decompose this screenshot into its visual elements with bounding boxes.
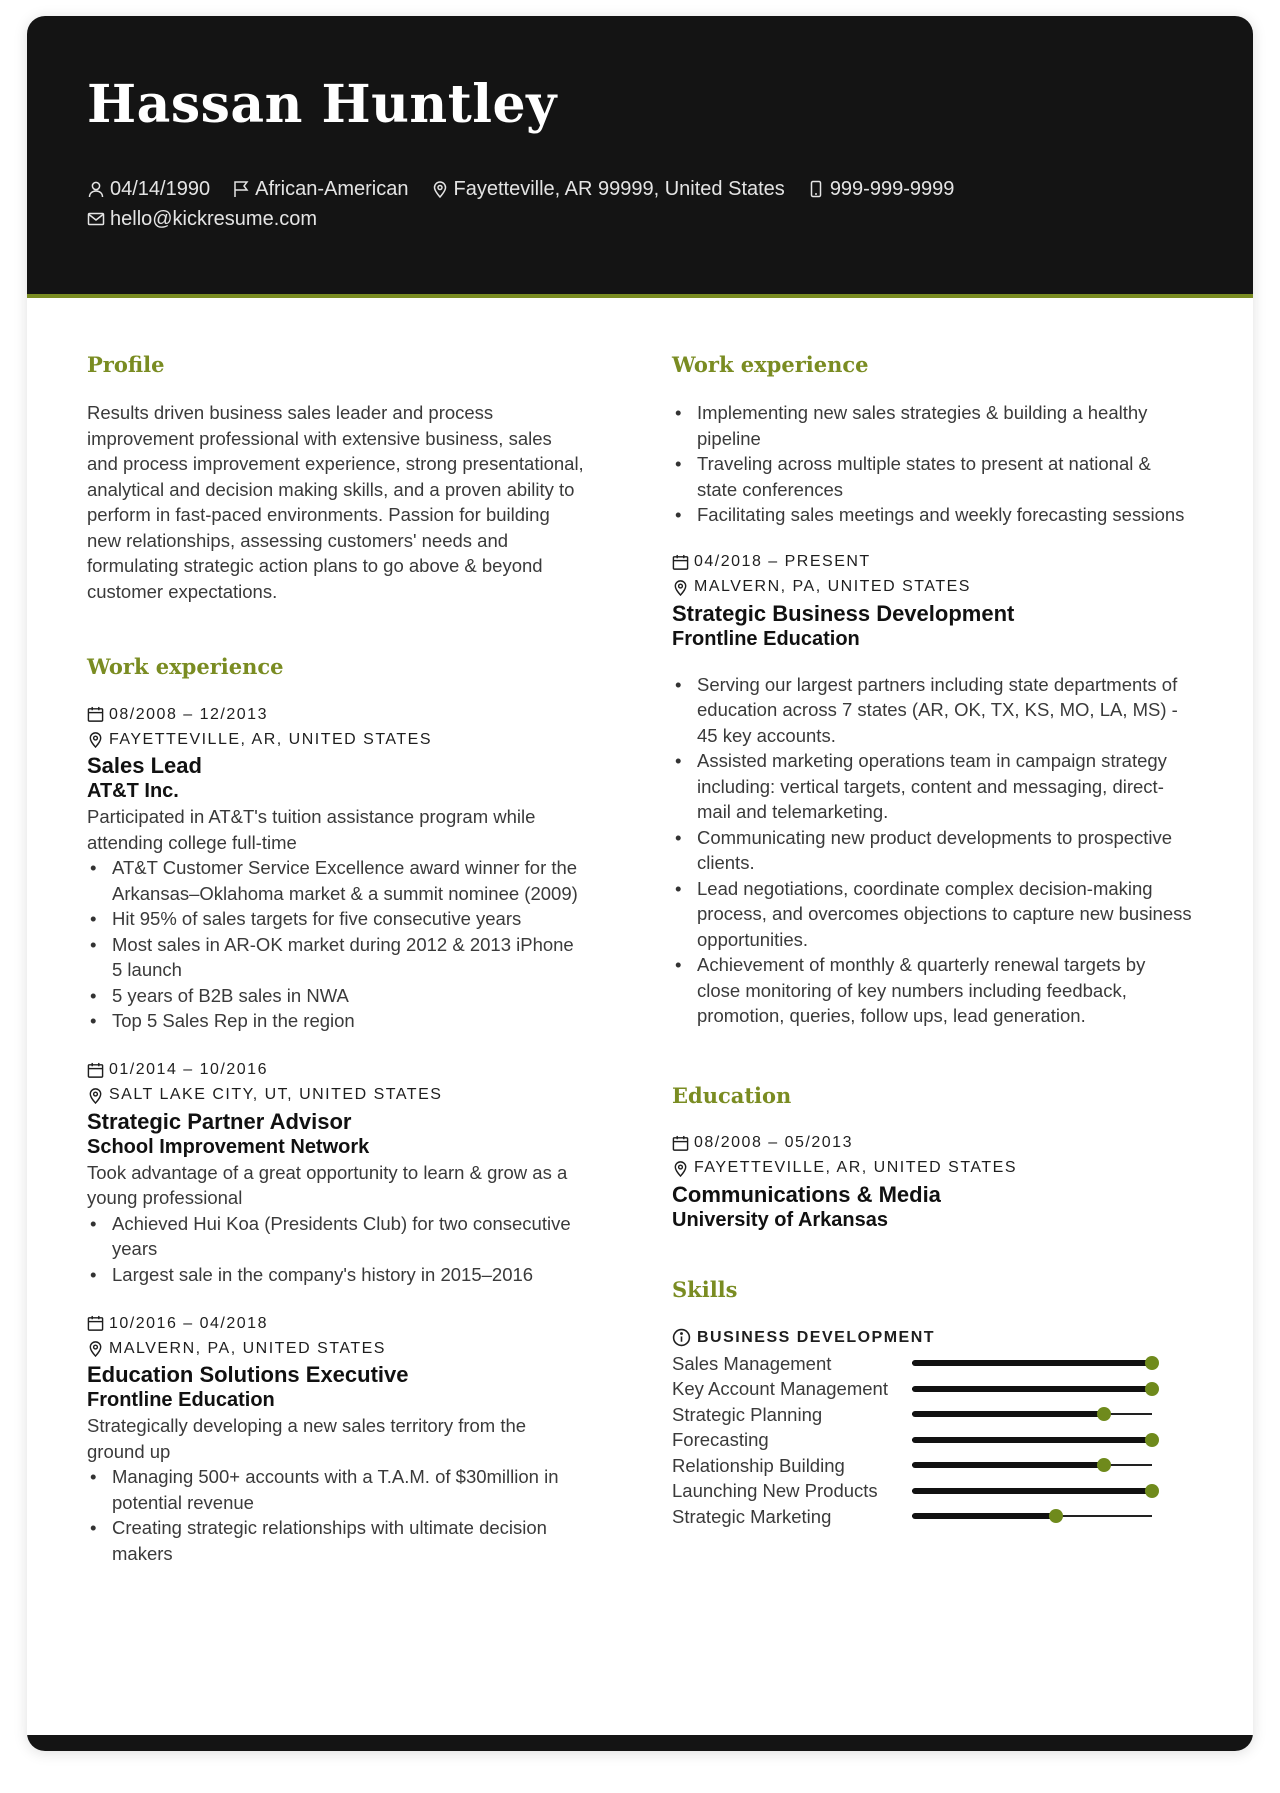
bullet-item: • Traveling across multiple states to present at national & state conferences — [672, 451, 1192, 502]
bullet-item: • Assisted marketing operations team in campaign strategy including: vertical targets, content and messaging, direct-mail and telemarketing. — [672, 748, 1192, 825]
location-pin-icon — [87, 1340, 104, 1357]
calendar-icon — [87, 1315, 104, 1332]
resume-header — [27, 16, 1253, 298]
skill-bar — [912, 1464, 1152, 1466]
skill-fill — [912, 1488, 1152, 1494]
skill-level-dot — [1097, 1407, 1111, 1421]
skill-name: Forecasting — [672, 1429, 769, 1450]
skills-list — [672, 1351, 1192, 1530]
birthdate-text: 04/14/1990 — [110, 177, 211, 200]
bullet-item: • Creating strategic relationships with ultimate decision makers — [87, 1515, 587, 1566]
location-pin-icon — [431, 180, 449, 198]
info-icon — [672, 1328, 691, 1347]
skill-name: Strategic Planning — [672, 1403, 823, 1425]
skill-level-dot — [1145, 1433, 1159, 1447]
calendar-icon — [87, 706, 104, 723]
profile-heading: Profile — [87, 352, 165, 377]
job-role: Sales Lead — [87, 753, 202, 778]
calendar-icon — [672, 554, 689, 571]
calendar-icon — [672, 1135, 689, 1152]
bullet-item: • Hit 95% of sales targets for five consecutive years — [87, 906, 587, 932]
left-column — [87, 352, 587, 1590]
skill-bar — [912, 1515, 1152, 1517]
skill-fill — [912, 1462, 1104, 1468]
skill-bar — [912, 1362, 1152, 1364]
work-experience-heading: Work experience — [672, 352, 869, 377]
job-bullets — [672, 672, 1192, 1029]
skill-fill — [912, 1360, 1152, 1366]
job-description: Took advantage of a great opportunity to learn & grow as a young professional — [87, 1161, 568, 1208]
job-bullets — [87, 1211, 587, 1288]
job-description: Participated in AT&T's tuition assistance program while attending college full-time — [87, 806, 536, 853]
skill-bar — [912, 1439, 1152, 1441]
job-role: Education Solutions Executive — [87, 1362, 409, 1387]
address-item — [431, 178, 785, 201]
profile-text: Results driven business sales leader and process improvement professional with extensive business, sales and process improvement experience, strong presentational, analytical and decision making skills, and a proven ability to perform in fast-paced environments. Passion for building new relationships, assessing customers' needs and formulating strategic action plans to go above & beyond customer expectations. — [87, 402, 584, 602]
job-location: MALVERN, PA, UNITED STATES — [694, 578, 971, 595]
phone-item — [807, 178, 955, 201]
bullet-item: • Top 5 Sales Rep in the region — [87, 1008, 587, 1034]
education-entry — [672, 1131, 1192, 1233]
bullet-item: • AT&T Customer Service Excellence award winner for the Arkansas–Oklahoma market & a summit nominee (2009) — [87, 855, 587, 906]
skill-row — [672, 1402, 1152, 1428]
education-school: University of Arkansas — [672, 1208, 889, 1231]
job-company: AT&T Inc. — [87, 780, 179, 802]
candidate-name: Hassan Huntley — [87, 74, 557, 135]
job-bullets — [87, 855, 587, 1034]
nationality-item — [232, 178, 408, 201]
job-entry — [87, 702, 587, 1034]
continued-bullets — [672, 400, 1192, 528]
job-dates: 08/2008 – 12/2013 — [109, 705, 268, 723]
job-role: Strategic Partner Advisor — [87, 1108, 352, 1134]
location-pin-icon — [672, 1160, 689, 1177]
skill-name: Strategic Marketing — [672, 1505, 832, 1527]
footer-bar — [27, 1735, 1253, 1751]
skill-level-dot — [1145, 1356, 1159, 1370]
skill-bar — [912, 1413, 1152, 1415]
skill-level-dot — [1049, 1509, 1063, 1523]
skill-row — [672, 1351, 1152, 1377]
skill-row — [672, 1504, 1152, 1530]
bullet-item: • Communicating new product developments to prospective clients. — [672, 825, 1192, 876]
skill-fill — [912, 1513, 1056, 1519]
skills-category-label: BUSINESS DEVELOPMENT — [697, 1328, 936, 1346]
location-pin-icon — [87, 731, 104, 748]
nationality-text: African-American — [255, 177, 409, 200]
job-company: Frontline Education — [87, 1389, 275, 1411]
email-item — [87, 208, 317, 231]
skill-row — [672, 1427, 1152, 1453]
job-entry — [87, 1311, 587, 1566]
person-icon — [87, 180, 105, 198]
skill-level-dot — [1145, 1382, 1159, 1396]
education-heading: Education — [672, 1082, 792, 1108]
skills-heading: Skills — [672, 1276, 738, 1302]
email-text: hello@kickresume.com — [110, 207, 318, 230]
education-degree: Communications & Media — [672, 1181, 941, 1207]
job-dates: 01/2014 – 10/2016 — [109, 1061, 268, 1078]
skill-fill — [912, 1411, 1104, 1417]
job-bullets — [87, 1464, 587, 1566]
work-experience-heading: Work experience — [87, 654, 284, 679]
job-location: MALVERN, PA, UNITED STATES — [109, 1339, 386, 1357]
skill-row — [672, 1376, 1152, 1402]
skill-level-dot — [1097, 1458, 1111, 1472]
skill-name: Sales Management — [672, 1352, 832, 1374]
job-entry — [87, 1058, 587, 1288]
skill-bar — [912, 1388, 1152, 1390]
flag-icon — [232, 180, 250, 198]
job-description: Strategically developing a new sales territory from the ground up — [87, 1415, 527, 1462]
job-dates: 10/2016 – 04/2018 — [109, 1314, 268, 1332]
skill-level-dot — [1145, 1484, 1159, 1498]
address-text: Fayetteville, AR 99999, United States — [453, 177, 785, 200]
education-location: FAYETTEVILLE, AR, UNITED STATES — [694, 1159, 1018, 1176]
bullet-item: • Achieved Hui Koa (Presidents Club) for two consecutive years — [87, 1211, 587, 1262]
bullet-item: • 5 years of B2B sales in NWA — [87, 983, 587, 1009]
bullet-item: • Serving our largest partners including state departments of education across 7 states (AR, OK, TX, KS, MO, LA, MS) - 45 key accounts. — [672, 672, 1192, 749]
job-dates: 04/2018 – PRESENT — [694, 553, 871, 570]
bullet-item: • Largest sale in the company's history in 2015–2016 — [87, 1262, 587, 1288]
phone-icon — [807, 180, 825, 198]
job-location: SALT LAKE CITY, UT, UNITED STATES — [109, 1086, 443, 1103]
skill-name: Relationship Building — [672, 1454, 845, 1476]
birthdate-item — [87, 178, 210, 201]
location-pin-icon — [672, 579, 689, 596]
skill-name: Key Account Management — [672, 1378, 888, 1399]
skills-category — [672, 1325, 1192, 1351]
skill-fill — [912, 1437, 1152, 1443]
bullet-item: • Managing 500+ accounts with a T.A.M. of $30million in potential revenue — [87, 1464, 587, 1515]
skill-row — [672, 1478, 1152, 1504]
job-role: Strategic Business Development — [672, 600, 1015, 626]
bullet-item: • Most sales in AR-OK market during 2012 & 2013 iPhone 5 launch — [87, 932, 587, 983]
education-dates: 08/2008 – 05/2013 — [694, 1134, 853, 1151]
bullet-item: • Facilitating sales meetings and weekly forecasting sessions — [672, 502, 1192, 528]
job-entry — [672, 550, 1192, 1029]
bullet-item: • Lead negotiations, coordinate complex decision-making process, and overcomes objections to capture new business opportunities. — [672, 876, 1192, 953]
skill-fill — [912, 1386, 1152, 1392]
calendar-icon — [87, 1062, 104, 1079]
job-location: FAYETTEVILLE, AR, UNITED STATES — [109, 730, 433, 748]
skill-row — [672, 1453, 1152, 1479]
location-pin-icon — [87, 1087, 104, 1104]
skill-name: Launching New Products — [672, 1480, 878, 1501]
phone-text: 999-999-9999 — [829, 177, 955, 200]
resume-card — [27, 16, 1253, 1751]
right-column — [672, 352, 1192, 1529]
job-company: Frontline Education — [672, 627, 860, 650]
bullet-item: • Achievement of monthly & quarterly renewal targets by close monitoring of key numbers including feedback, promotion, queries, follow ups, lead generation. — [672, 952, 1192, 1029]
bullet-item: • Implementing new sales strategies & building a healthy pipeline — [672, 400, 1192, 451]
contact-info — [87, 174, 1187, 234]
job-company: School Improvement Network — [87, 1135, 370, 1158]
skill-bar — [912, 1490, 1152, 1492]
mail-icon — [87, 210, 105, 228]
